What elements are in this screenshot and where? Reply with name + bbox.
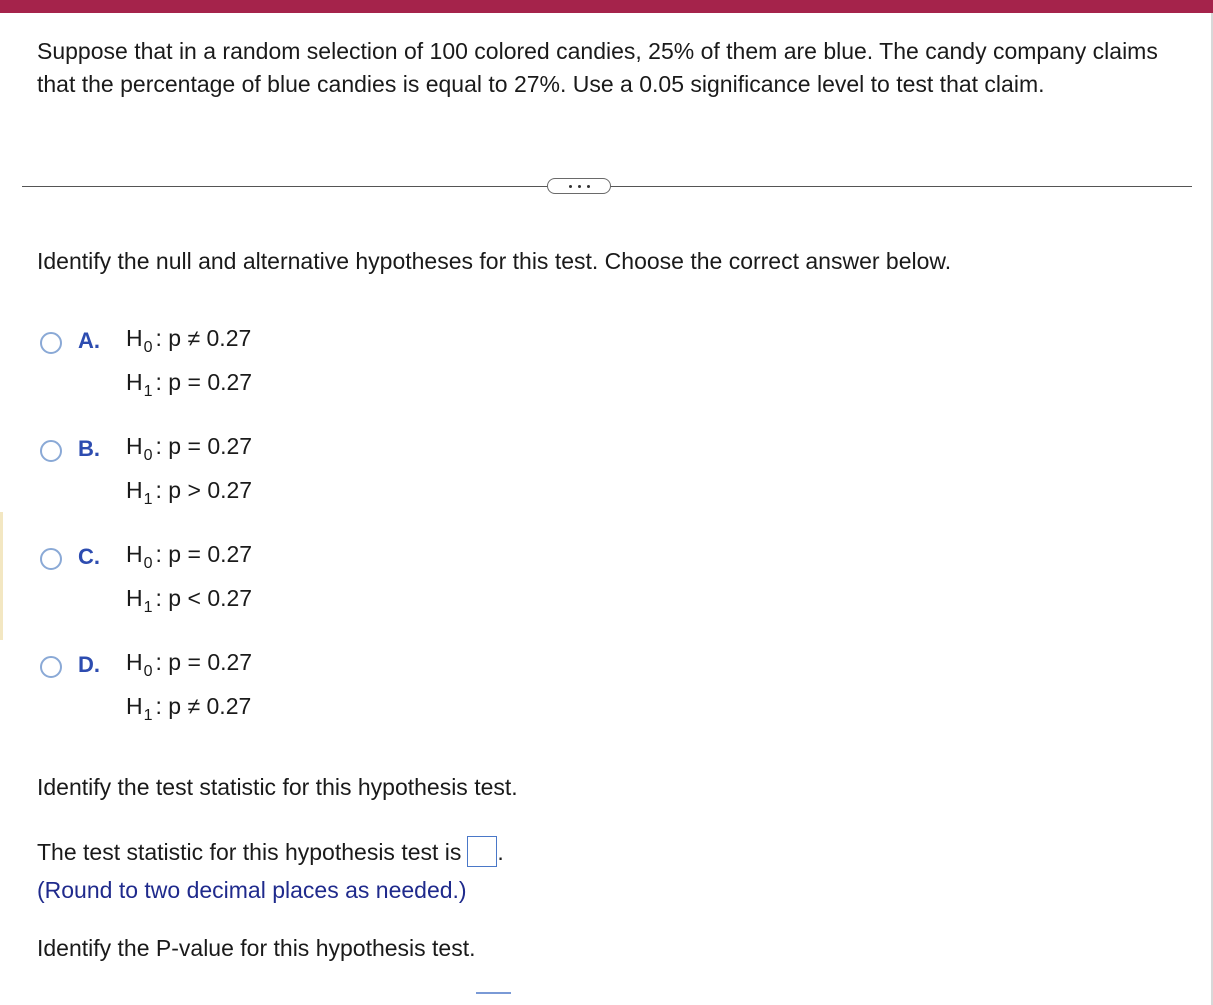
- alt-hypothesis-c: $H_1$ : p < 0.27: [126, 585, 253, 616]
- radio-button-a[interactable]: [40, 332, 62, 354]
- null-hypothesis-a: $H_0$ : p ≠ 0.27: [126, 325, 252, 356]
- next-input-indicator[interactable]: [476, 992, 511, 994]
- test-statistic-prompt: Identify the test statistic for this hypothesis test.: [37, 774, 518, 800]
- radio-button-d[interactable]: [40, 656, 62, 678]
- test-statistic-sentence: [37, 838, 504, 869]
- option-letter-c: C.: [78, 544, 100, 569]
- option-letter-d: D.: [78, 652, 100, 677]
- alt-hypothesis-d: $H_1$ : p ≠ 0.27: [126, 693, 252, 724]
- ellipsis-dot-icon: [569, 185, 572, 188]
- question-text: Suppose that in a random selection of 100 colored candies, 25% of them are blue. The candy company claims that the percentage of blue candies is equal to 27%. Use a 0.05 significance level to test that claim.: [37, 38, 1158, 97]
- p-value-prompt: Identify the P-value for this hypothesis test.: [37, 935, 476, 961]
- left-highlight-accent: [0, 512, 3, 640]
- option-letter-a: A.: [78, 328, 100, 353]
- null-hypothesis-b: $H_0$ : p = 0.27: [126, 433, 253, 464]
- hypotheses-prompt: Identify the null and alternative hypotheses for this test. Choose the correct answer below.: [37, 248, 952, 274]
- test-statistic-label: The test statistic for this hypothesis test is: [37, 839, 462, 865]
- top-banner: [0, 0, 1213, 13]
- option-a[interactable]: [40, 325, 340, 415]
- null-hypothesis-c: $H_0$ : p = 0.27: [126, 541, 253, 572]
- ellipsis-dot-icon: [587, 185, 590, 188]
- alt-hypothesis-a: $H_1$ : p = 0.27: [126, 369, 253, 400]
- radio-button-c[interactable]: [40, 548, 62, 570]
- option-d[interactable]: [40, 649, 340, 739]
- rounding-hint: (Round to two decimal places as needed.): [37, 877, 467, 903]
- option-c[interactable]: [40, 541, 340, 631]
- null-hypothesis-d: $H_0$ : p = 0.27: [126, 649, 253, 680]
- more-options-button[interactable]: [547, 178, 611, 194]
- option-b[interactable]: [40, 433, 340, 523]
- ellipsis-dot-icon: [578, 185, 581, 188]
- radio-button-b[interactable]: [40, 440, 62, 462]
- test-statistic-input[interactable]: [467, 836, 497, 867]
- sentence-period: .: [497, 839, 504, 865]
- alt-hypothesis-b: $H_1$ : p > 0.27: [126, 477, 253, 508]
- option-letter-b: B.: [78, 436, 100, 461]
